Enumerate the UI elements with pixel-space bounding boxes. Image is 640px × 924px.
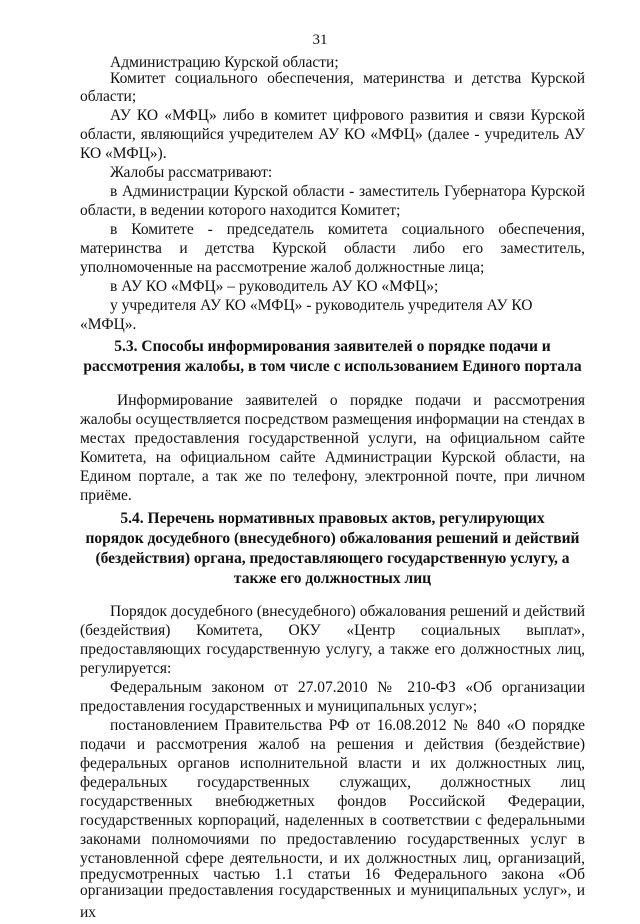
text-line: области, являющийся учредителем АУ КО «МФЦ» (далее - учредитель АУ — [80, 126, 585, 143]
text-line: государственных корпораций, наделенных в соответствии с федеральными — [80, 812, 585, 829]
text-line: Информирование заявителей о порядке подачи и рассмотрения — [117, 392, 585, 409]
text-line: предоставления государственных и муниципальных услуг»; — [80, 698, 478, 715]
text-line: Федеральным законом от 27.07.2010 № 210-ФЗ «Об организации — [110, 679, 585, 696]
text-line: Жалобы рассматривают: — [110, 164, 273, 181]
section-heading: (бездействия) органа, предоставляющего государственную услугу, а — [95, 550, 570, 567]
section-heading: также его должностных лиц — [233, 570, 432, 587]
text-line: постановлением Правительства РФ от 16.08.2012 № 840 «О порядке — [110, 717, 585, 734]
section-heading: порядок досудебного (внесудебного) обжалования решений и действий — [85, 530, 580, 547]
text-line: у учредителя АУ КО «МФЦ» - руководитель учредителя АУ КО — [110, 297, 533, 314]
page-number: 31 — [312, 32, 328, 48]
text-line: организации предоставления государственных и муниципальных услуг», и их — [80, 882, 585, 921]
text-line: области; — [80, 88, 137, 105]
text-line: установленной сфере деятельности, и их должностных лиц, организаций, — [80, 850, 585, 867]
text-line: Комитет социального обеспечения, материнства и детства Курской — [110, 70, 585, 87]
text-line: федеральных органов исполнительной власти и их должностных лиц, — [80, 755, 585, 772]
text-line: предоставляющих государственную услугу, а также его должностных лиц, — [80, 641, 585, 658]
text-line: регулируется: — [80, 660, 172, 677]
text-line: жалобы осуществляется посредством размещения информации на стендах в — [80, 411, 585, 428]
section-heading: 5.3. Способы информирования заявителей о порядке подачи и — [114, 338, 551, 355]
text-line: уполномоченные на рассмотрение жалоб должностные лица; — [80, 259, 485, 276]
text-line: Порядок досудебного (внесудебного) обжалования решений и действий — [110, 603, 585, 620]
text-line: материнства и детства Курской области либо его заместитель, — [80, 240, 585, 257]
section-heading: 5.4. Перечень нормативных правовых актов, регулирующих — [120, 510, 545, 527]
text-line: приёме. — [80, 487, 132, 504]
text-line: подачи и рассмотрения жалоб на решения и действия (бездействие) — [80, 736, 585, 753]
text-line: АУ КО «МФЦ» либо в комитет цифрового развития и связи Курской — [110, 107, 585, 124]
text-line: предусмотренных частью 1.1 статьи 16 Федерального закона «Об — [80, 866, 585, 883]
text-line: местах предоставления государственной услуги, на официальном сайте — [80, 430, 585, 447]
text-line: Комитета, на официальном сайте Администрации Курской области, на — [80, 449, 585, 466]
text-line: государственных внебюджетных фондов Российской Федерации, — [80, 793, 585, 810]
text-line: КО «МФЦ»). — [80, 145, 167, 162]
text-line: в Комитете - председатель комитета социального обеспечения, — [110, 221, 585, 238]
section-heading: рассмотрения жалобы, в том числе с использованием Единого портала — [83, 358, 582, 375]
text-line: в АУ КО «МФЦ» – руководитель АУ КО «МФЦ»; — [110, 278, 439, 295]
text-line: Едином портале, а так же по телефону, электронной почте, при личном — [80, 468, 585, 485]
text-line: законами полномочиями по предоставлению государственных услуг в — [80, 831, 585, 848]
text-line: федеральных государственных служащих, должностных лиц — [80, 774, 585, 791]
text-line: области, в ведении которого находится Комитет; — [80, 202, 401, 219]
text-line: (бездействия) Комитета, ОКУ «Центр социальных выплат», — [80, 622, 585, 639]
text-line: в Администрации Курской области - заместитель Губернатора Курской — [110, 183, 585, 200]
text-line: «МФЦ». — [80, 316, 137, 333]
text-line: Администрацию Курской области; — [110, 54, 339, 71]
